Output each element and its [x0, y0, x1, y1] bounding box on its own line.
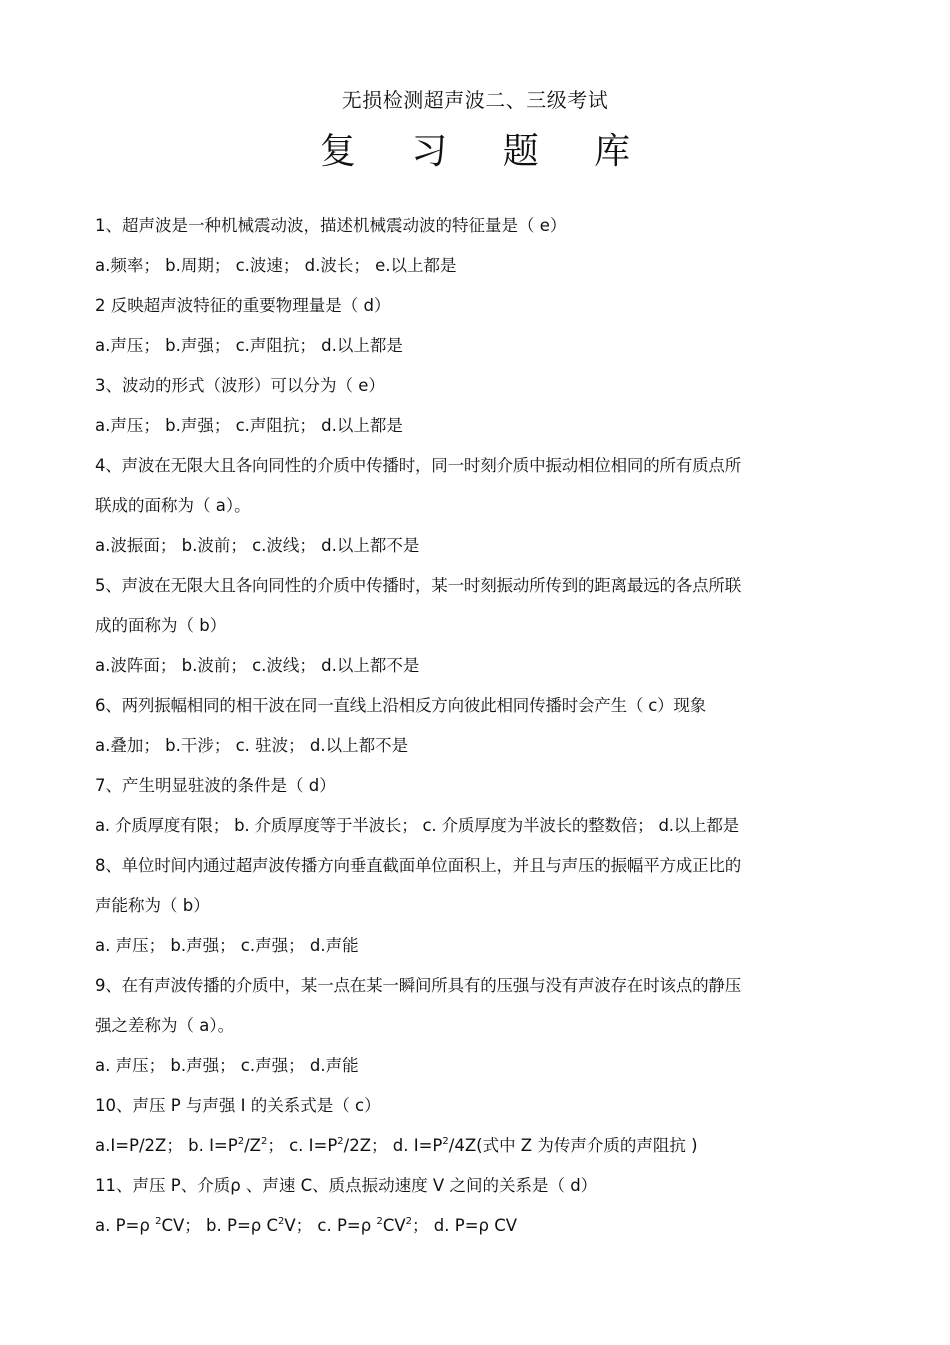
question-5-line-1: 5、声波在无限大且各向同性的介质中传播时，某一时刻振动所传到的距离最远的各点所联	[95, 576, 741, 595]
question-1: 1、超声波是一种机械震动波，描述机械震动波的特征量是（ e）	[95, 216, 567, 235]
q10-option-a: a.I=P/2Z； b. I=P	[95, 1136, 238, 1155]
question-3: 3、波动的形式（波形）可以分为（ e）	[95, 376, 385, 395]
question-list	[95, 206, 855, 1246]
q10-exp: 2	[442, 1136, 449, 1147]
question-11: 11、声压 P、介质ρ 、声速 C、质点振动速度 V 之间的关系是（ d）	[95, 1176, 598, 1195]
question-9-line-1: 9、在有声波传播的介质中，某一点在某一瞬间所具有的压强与没有声波存在时该点的静压	[95, 976, 741, 995]
question-4-line-1: 4、声波在无限大且各向同性的介质中传播时，同一时刻介质中振动相位相同的所有质点所	[95, 456, 741, 475]
q10-exp: 2	[337, 1136, 344, 1147]
question-5-options: a.波阵面； b.波前； c.波线； d.以上都不是	[95, 656, 420, 675]
question-3-options: a.声压； b.声强； c.声阻抗； d.以上都是	[95, 416, 403, 435]
question-2: 2 反映超声波特征的重要物理量是（ d）	[95, 296, 391, 315]
question-8-options: a. 声压； b.声强； c.声强； d.声能	[95, 936, 359, 955]
question-8-line-2: 声能称为（ b）	[95, 896, 210, 915]
q11-option-d: ； d. P=ρ CV	[412, 1216, 518, 1235]
question-7: 7、产生明显驻波的条件是（ d）	[95, 776, 336, 795]
question-4-options: a.波振面； b.波前； c.波线； d.以上都不是	[95, 536, 420, 555]
question-9-line-2: 强之差称为（ a）。	[95, 1016, 235, 1035]
q11-exp: 2	[278, 1216, 285, 1227]
page-title: 复 习 题 库	[319, 131, 653, 172]
question-9-options: a. 声压； b.声强； c.声强； d.声能	[95, 1056, 359, 1075]
q10-option-b-mid: /Z	[244, 1136, 261, 1155]
question-2-options: a.声压； b.声强； c.声阻抗； d.以上都是	[95, 336, 403, 355]
q11-option-b: CV； b. P=ρ C	[161, 1216, 279, 1235]
question-10: 10、声压 P 与声强 I 的关系式是（ c）	[95, 1096, 381, 1115]
exam-subtitle: 无损检测超声波二、三级考试	[341, 88, 609, 112]
question-6: 6、两列振幅相同的相干波在同一直线上沿相反方向彼此相同传播时会产生（ c）现象	[95, 696, 707, 715]
q11-option-a: a. P=ρ	[95, 1216, 156, 1235]
question-7-options: a. 介质厚度有限； b. 介质厚度等于半波长； c. 介质厚度为半波长的整数倍； d.以上都是	[95, 816, 739, 835]
q10-option-d-post: /4Z(式中 Z 为传声介质的声阻抗 )	[448, 1136, 698, 1155]
q11-option-c-mid: CV	[382, 1216, 406, 1235]
q10-exp: 2	[237, 1136, 245, 1147]
question-8-line-1: 8、单位时间内通过超声波传播方向垂直截面单位面积上，并且与声压的振幅平方成正比的	[95, 856, 741, 875]
q10-exp: 2	[260, 1136, 268, 1147]
question-10-options	[95, 1126, 855, 1166]
question-1-options: a.频率； b.周期； c.波速； d.波长； e.以上都是	[95, 256, 457, 275]
question-5-line-2: 成的面称为（ b）	[95, 616, 227, 635]
question-11-options	[95, 1206, 855, 1246]
q10-option-c-post: /2Z； d. I=P	[343, 1136, 443, 1155]
q11-exp: 2	[376, 1216, 383, 1227]
q10-option-c: ； c. I=P	[267, 1136, 338, 1155]
q11-exp: 2	[405, 1216, 413, 1227]
q11-exp: 2	[155, 1216, 162, 1227]
question-6-options: a.叠加； b.干涉； c. 驻波； d.以上都不是	[95, 736, 409, 755]
q11-option-c: V； c. P=ρ	[284, 1216, 377, 1235]
question-4-line-2: 联成的面称为（ a）。	[95, 496, 251, 515]
